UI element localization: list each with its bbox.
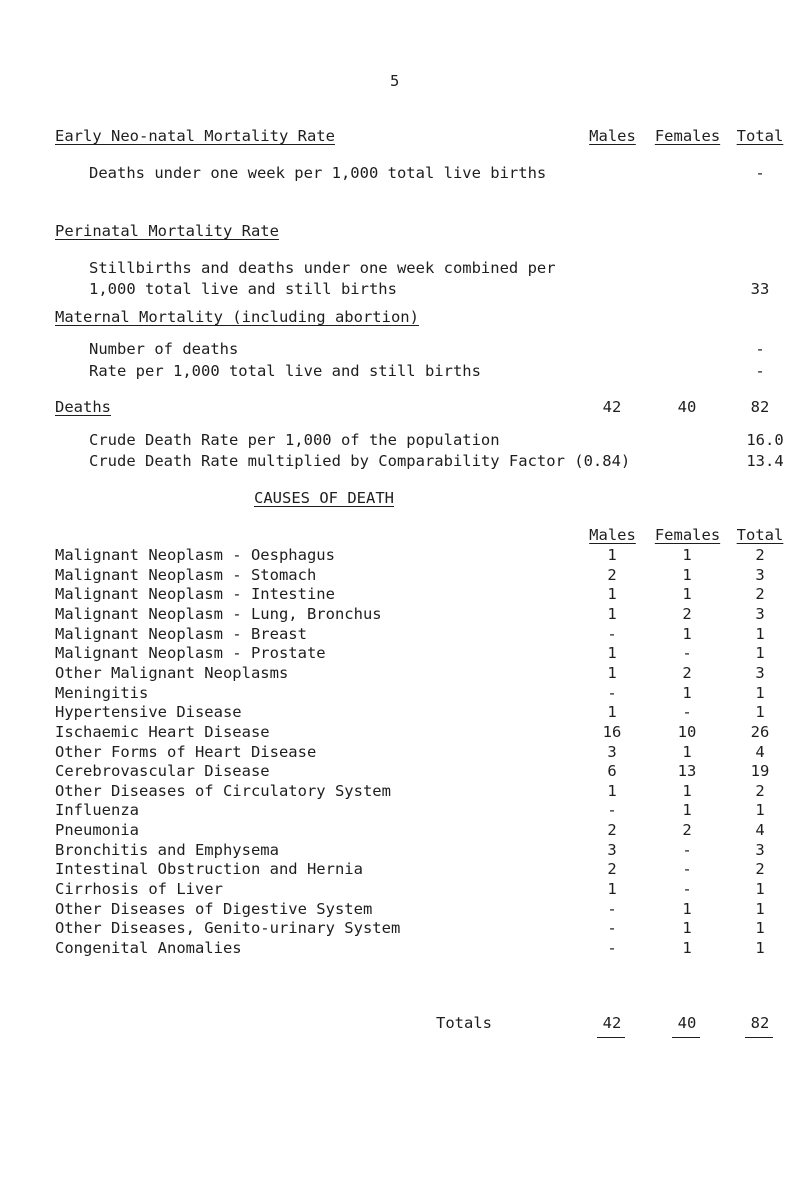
cause-total: 2 bbox=[755, 782, 765, 800]
cause-label: Other Diseases of Digestive System bbox=[55, 900, 373, 918]
cause-males: 2 bbox=[607, 566, 617, 584]
maternal-rate-label: Rate per 1,000 total live and still births bbox=[89, 362, 481, 380]
cause-total: 26 bbox=[750, 723, 770, 741]
cause-females: 1 bbox=[682, 625, 692, 643]
cause-total: 1 bbox=[755, 900, 765, 918]
cause-females: 13 bbox=[677, 762, 697, 780]
cause-label: Other Diseases of Circulatory System bbox=[55, 782, 391, 800]
cause-females: 1 bbox=[682, 743, 692, 761]
males-header: Males bbox=[589, 127, 636, 145]
cause-males: - bbox=[607, 939, 617, 957]
cause-total: 1 bbox=[755, 919, 765, 937]
deaths-males: 42 bbox=[602, 398, 622, 416]
causes-total-header: Total bbox=[736, 526, 784, 544]
cause-males: 3 bbox=[607, 743, 617, 761]
cause-total: 1 bbox=[755, 684, 765, 702]
cause-total: 3 bbox=[755, 664, 765, 682]
cause-total: 2 bbox=[755, 860, 765, 878]
cause-label: Congenital Anomalies bbox=[55, 939, 242, 957]
cause-females: 1 bbox=[682, 900, 692, 918]
females-header: Females bbox=[654, 127, 721, 145]
cause-females: 1 bbox=[682, 585, 692, 603]
cause-label: Malignant Neoplasm - Breast bbox=[55, 625, 307, 643]
cause-label: Other Forms of Heart Disease bbox=[55, 743, 317, 761]
adjusted-death-rate-value: 13.4 bbox=[746, 452, 784, 470]
cause-total: 19 bbox=[750, 762, 770, 780]
total-header: Total bbox=[736, 127, 784, 145]
cause-females: 2 bbox=[682, 821, 692, 839]
crude-death-rate-label: Crude Death Rate per 1,000 of the population bbox=[89, 431, 500, 449]
causes-females-header: Females bbox=[654, 526, 721, 544]
cause-males: 16 bbox=[602, 723, 622, 741]
cause-males: - bbox=[607, 801, 617, 819]
totals-label: Totals bbox=[436, 1014, 492, 1032]
cause-label: Malignant Neoplasm - Lung, Bronchus bbox=[55, 605, 382, 623]
cause-males: - bbox=[607, 684, 617, 702]
cause-females: - bbox=[682, 841, 692, 859]
maternal-number-label: Number of deaths bbox=[89, 340, 239, 358]
cause-males: 6 bbox=[607, 762, 617, 780]
cause-males: 1 bbox=[607, 880, 617, 898]
cause-males: 1 bbox=[607, 703, 617, 721]
cause-label: Malignant Neoplasm - Stomach bbox=[55, 566, 317, 584]
cause-females: 1 bbox=[682, 566, 692, 584]
cause-label: Malignant Neoplasm - Intestine bbox=[55, 585, 335, 603]
deaths-title: Deaths bbox=[55, 398, 111, 416]
cause-total: 1 bbox=[755, 644, 765, 662]
cause-total: 1 bbox=[755, 703, 765, 721]
cause-females: 2 bbox=[682, 664, 692, 682]
cause-total: 4 bbox=[755, 743, 765, 761]
cause-total: 1 bbox=[755, 801, 765, 819]
totals-females: 40 bbox=[677, 1014, 697, 1032]
cause-males: 1 bbox=[607, 585, 617, 603]
cause-total: 3 bbox=[755, 841, 765, 859]
cause-label: Other Malignant Neoplasms bbox=[55, 664, 289, 682]
cause-males: 1 bbox=[607, 546, 617, 564]
cause-total: 2 bbox=[755, 546, 765, 564]
perinatal-line2: 1,000 total live and still births bbox=[89, 280, 397, 298]
cause-males: 1 bbox=[607, 605, 617, 623]
totals-total: 82 bbox=[750, 1014, 770, 1032]
cause-males: 2 bbox=[607, 860, 617, 878]
cause-total: 2 bbox=[755, 585, 765, 603]
cause-males: 1 bbox=[607, 664, 617, 682]
deaths-females: 40 bbox=[677, 398, 697, 416]
cause-label: Malignant Neoplasm - Oesphagus bbox=[55, 546, 335, 564]
cause-males: 2 bbox=[607, 821, 617, 839]
cause-males: 1 bbox=[607, 782, 617, 800]
cause-label: Meningitis bbox=[55, 684, 149, 702]
maternal-title: Maternal Mortality (including abortion) bbox=[55, 308, 419, 326]
crude-death-rate-value: 16.0 bbox=[746, 431, 784, 449]
cause-males: - bbox=[607, 625, 617, 643]
totals-males: 42 bbox=[602, 1014, 622, 1032]
cause-label: Cirrhosis of Liver bbox=[55, 880, 223, 898]
deaths-total: 82 bbox=[750, 398, 770, 416]
cause-males: - bbox=[607, 900, 617, 918]
totals-females-underline bbox=[672, 1037, 700, 1038]
cause-total: 1 bbox=[755, 625, 765, 643]
cause-label: Bronchitis and Emphysema bbox=[55, 841, 279, 859]
perinatal-title: Perinatal Mortality Rate bbox=[55, 222, 279, 240]
cause-males: 3 bbox=[607, 841, 617, 859]
cause-males: - bbox=[607, 919, 617, 937]
early-neonatal-deaths-label: Deaths under one week per 1,000 total live births bbox=[89, 164, 547, 182]
perinatal-line1: Stillbirths and deaths under one week combined per bbox=[89, 259, 556, 277]
causes-males-header: Males bbox=[589, 526, 636, 544]
maternal-rate-total: - bbox=[755, 362, 765, 380]
cause-females: - bbox=[682, 860, 692, 878]
cause-total: 1 bbox=[755, 880, 765, 898]
causes-title: CAUSES OF DEATH bbox=[254, 489, 394, 507]
cause-total: 1 bbox=[755, 939, 765, 957]
cause-females: - bbox=[682, 880, 692, 898]
cause-males: 1 bbox=[607, 644, 617, 662]
cause-females: 1 bbox=[682, 684, 692, 702]
cause-females: 10 bbox=[677, 723, 697, 741]
cause-total: 3 bbox=[755, 605, 765, 623]
cause-total: 3 bbox=[755, 566, 765, 584]
cause-label: Hypertensive Disease bbox=[55, 703, 242, 721]
cause-label: Malignant Neoplasm - Prostate bbox=[55, 644, 326, 662]
maternal-number-total: - bbox=[755, 340, 765, 358]
page-number: 5 bbox=[390, 72, 400, 90]
cause-label: Pneumonia bbox=[55, 821, 139, 839]
cause-females: 1 bbox=[682, 546, 692, 564]
cause-females: 1 bbox=[682, 939, 692, 957]
cause-females: - bbox=[682, 644, 692, 662]
totals-total-underline bbox=[745, 1037, 773, 1038]
cause-label: Ischaemic Heart Disease bbox=[55, 723, 270, 741]
cause-females: 1 bbox=[682, 782, 692, 800]
adjusted-death-rate-label: Crude Death Rate multiplied by Comparability Factor (0.84) bbox=[89, 452, 631, 470]
cause-females: 1 bbox=[682, 919, 692, 937]
totals-males-underline bbox=[597, 1037, 625, 1038]
cause-label: Other Diseases, Genito-urinary System bbox=[55, 919, 401, 937]
cause-label: Influenza bbox=[55, 801, 139, 819]
perinatal-total: 33 bbox=[750, 280, 770, 298]
cause-females: - bbox=[682, 703, 692, 721]
cause-females: 2 bbox=[682, 605, 692, 623]
early-neonatal-deaths-total: - bbox=[755, 164, 765, 182]
early-neonatal-title: Early Neo-natal Mortality Rate bbox=[55, 127, 335, 145]
cause-label: Intestinal Obstruction and Hernia bbox=[55, 860, 363, 878]
cause-total: 4 bbox=[755, 821, 765, 839]
cause-females: 1 bbox=[682, 801, 692, 819]
cause-label: Cerebrovascular Disease bbox=[55, 762, 270, 780]
